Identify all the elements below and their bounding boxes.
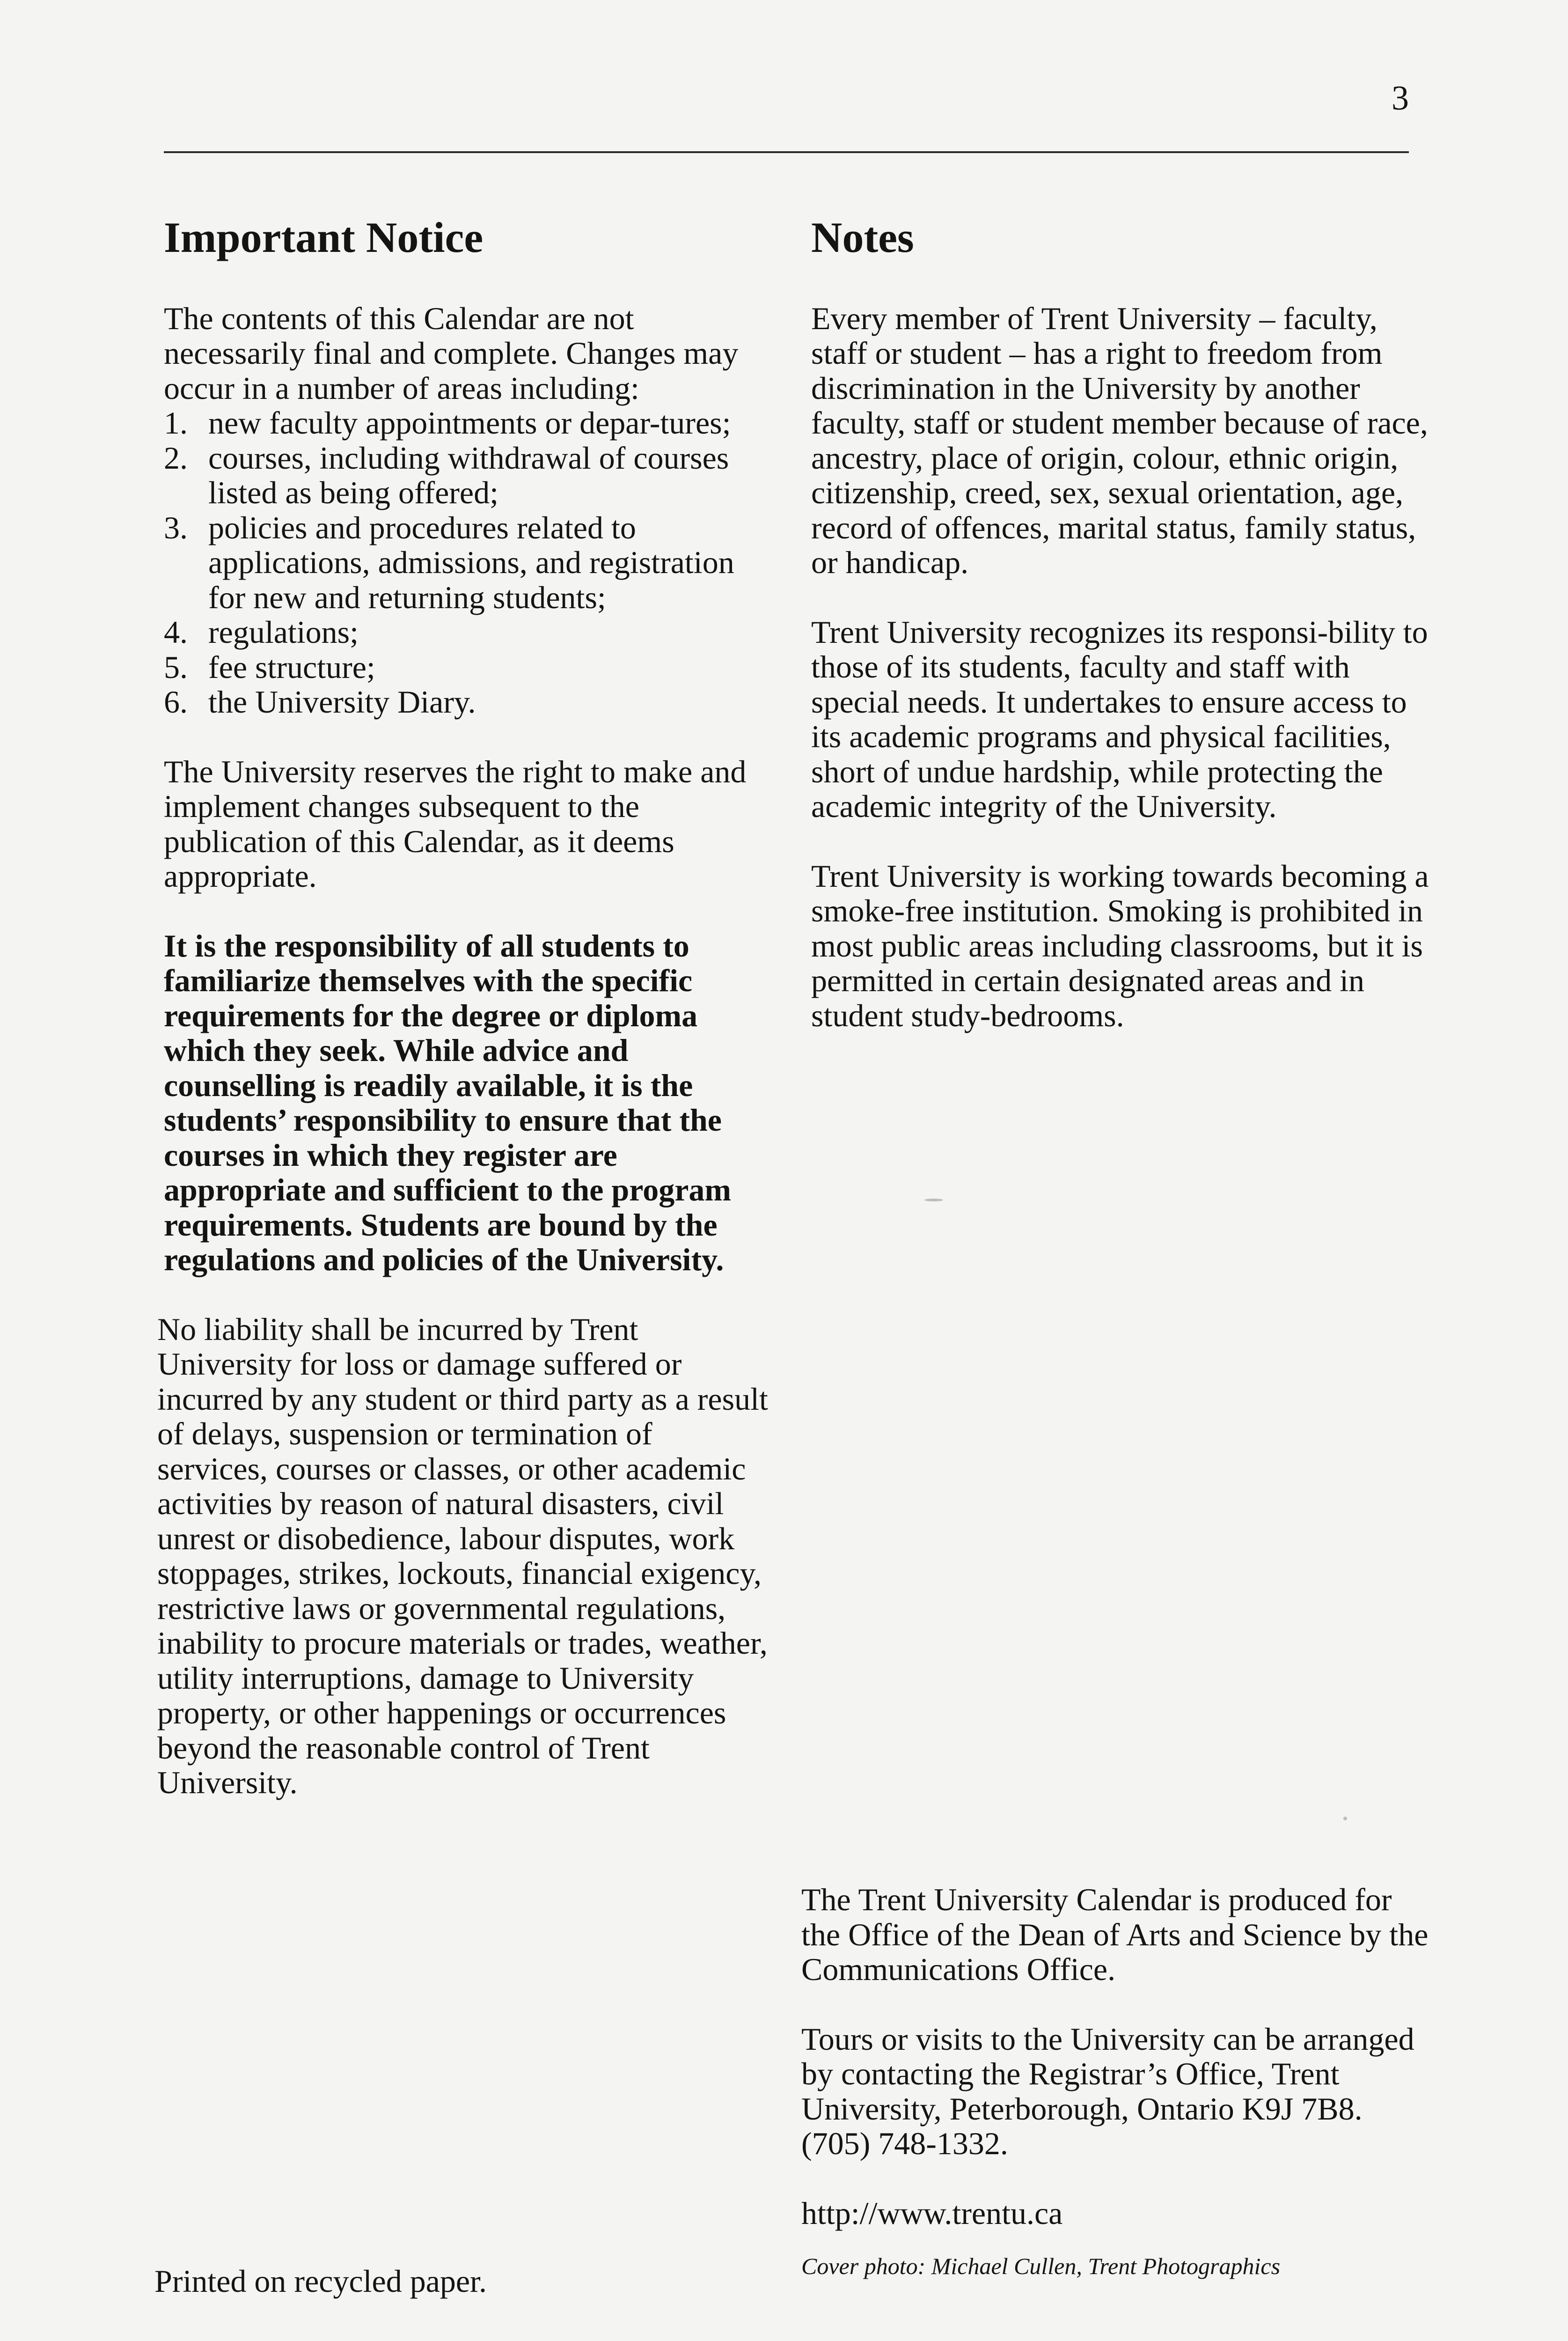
change-areas-list xyxy=(164,405,768,720)
header-rule xyxy=(164,151,1409,153)
important-notice-heading: Important Notice xyxy=(164,213,484,261)
website-link[interactable]: http://www.trentu.ca xyxy=(801,2195,1063,2231)
list-item-number: 4. xyxy=(164,614,188,650)
cover-photo-credit: Cover photo: Michael Cullen, Trent Photographics xyxy=(801,2253,1281,2279)
list-item-text: the University Diary. xyxy=(208,684,476,720)
list-item-number: 6. xyxy=(164,684,188,720)
discrimination-paragraph: Every member of Trent University – faculty, staff or student – has a right to freedom from discrimination in the University by another faculty, staff or student member because of race, ancestry, place of origin, colour, ethnic origin, citizenship, creed, sex, sexual orientation, age, record of offences, marital status, family status, or handicap. xyxy=(811,300,1428,581)
page-number: 3 xyxy=(1392,79,1409,118)
list-item xyxy=(164,685,768,720)
list-item-number: 5. xyxy=(164,649,188,685)
list-item-number: 1. xyxy=(164,405,188,441)
tours-paragraph: Tours or visits to the University can be arranged by contacting the Registrar’s Office, Trent University, Peterborough, Ontario K9J 7B8. (705) 748-1332. xyxy=(801,2021,1414,2161)
list-item-text: courses, including withdrawal of courses listed as being offered; xyxy=(208,440,729,511)
list-item xyxy=(164,650,768,685)
list-item-number: 2. xyxy=(164,440,188,476)
reserve-right-paragraph: The University reserves the right to make and implement changes subsequent to the publication of this Calendar, as it deems appropriate. xyxy=(164,753,747,894)
notes-column xyxy=(811,213,1434,1067)
publication-info xyxy=(801,1882,1438,2280)
list-item-text: fee structure; xyxy=(208,649,375,685)
liability-paragraph: No liability shall be incurred by Trent University for loss or damage suffered or incurred by any student or third party as a result of delays, suspension or termination of services, courses or classes, or other academic activities by reason of natural disasters, civil unrest or disobedience, labour disputes, work stoppages, strikes, lockouts, financial exigency, restrictive laws or governmental regulations, inability to procure materials or trades, weather, utility interruptions, damage to University property, or other happenings or occurrences beyond the reasonable control of Trent University. xyxy=(157,1311,768,1801)
list-item xyxy=(164,615,768,650)
notes-heading: Notes xyxy=(811,213,914,261)
calendar-produced-paragraph: The Trent University Calendar is produced for the Office of the Dean of Arts and Science by the Communications Office. xyxy=(801,1882,1429,1987)
notice-intro: The contents of this Calendar are not necessarily final and complete. Changes may occur in a number of areas including: xyxy=(164,300,739,406)
recycled-paper-note: Printed on recycled paper. xyxy=(154,2263,487,2299)
list-item-text: regulations; xyxy=(208,614,359,650)
list-item xyxy=(164,405,768,441)
scan-speck xyxy=(1343,1817,1347,1820)
student-responsibility-paragraph: It is the responsibility of all students to familiarize themselves with the specific requirements for the degree or diploma which they seek. While advice and counselling is readily available, it is the students’ responsibility to ensure that the courses in which they register are appropriate and sufficient to the program requirements. Students are bound by the regulations and policies of the University. xyxy=(164,928,732,1278)
list-item xyxy=(164,510,768,615)
scan-speck xyxy=(924,1199,943,1201)
list-item-number: 3. xyxy=(164,509,188,545)
smoke-free-paragraph: Trent University is working towards becoming a smoke-free institution. Smoking is prohibited in most public areas including classrooms, but it is permitted in certain designated areas and in student study-bedrooms. xyxy=(811,858,1429,1033)
important-notice-column xyxy=(157,213,768,1835)
special-needs-paragraph: Trent University recognizes its responsi-bility to those of its students, faculty and staff with special needs. It undertakes to ensure access to its academic programs and physical facilities, short of undue hardship, while protecting the academic integrity of the University. xyxy=(811,614,1428,825)
list-item-text: policies and procedures related to applications, admissions, and registration for new and returning students; xyxy=(208,509,734,615)
list-item xyxy=(164,441,768,510)
list-item-text: new faculty appointments or depar-tures; xyxy=(208,405,731,441)
